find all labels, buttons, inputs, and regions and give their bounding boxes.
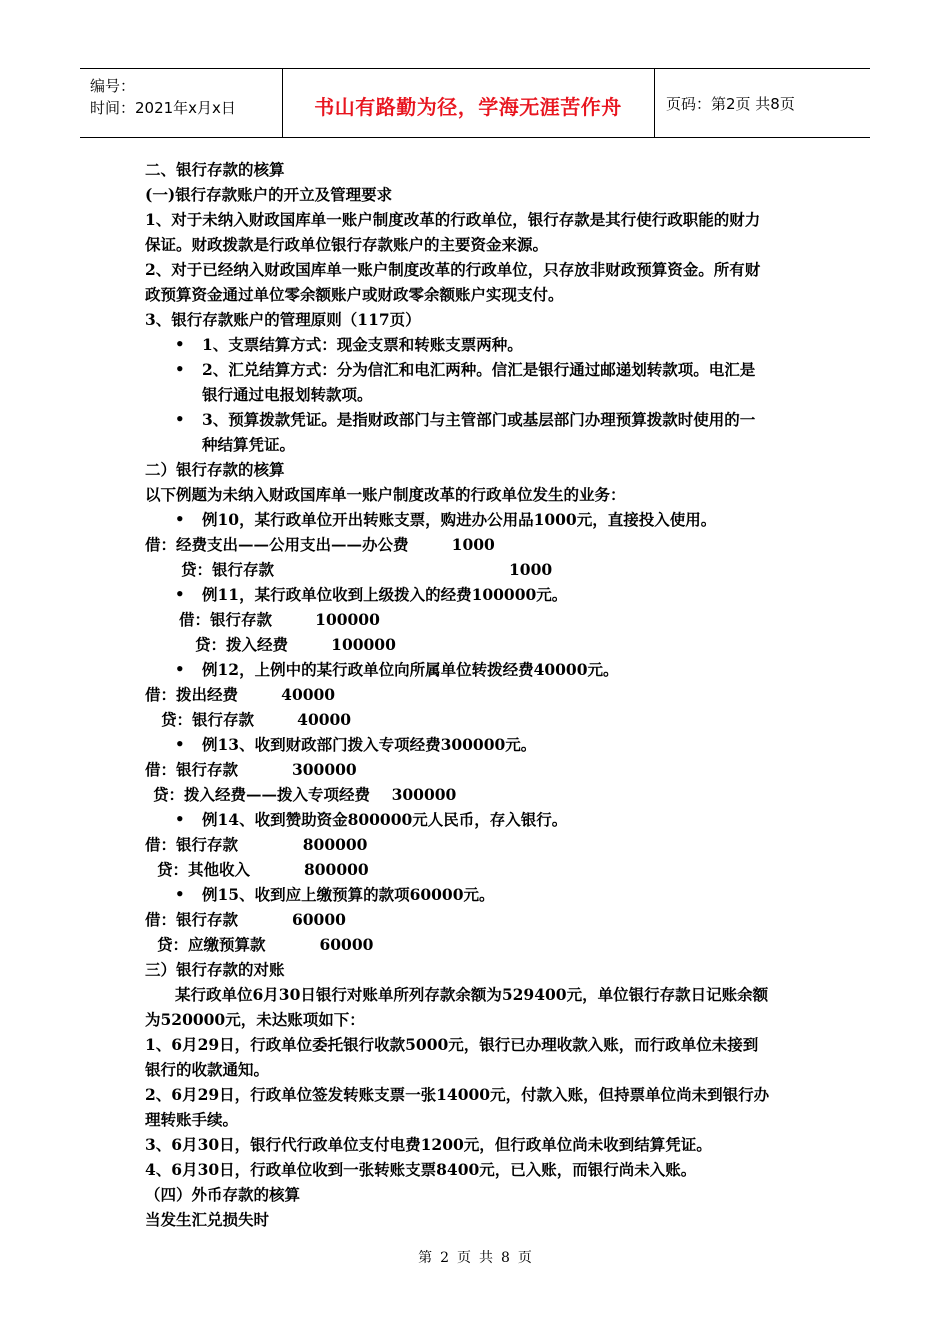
paragraph-line: 某行政单位6月30日银行对账单所列存款余额为529400元，单位银行存款日记账余额 (175, 985, 769, 1004)
subsection-heading: 二）银行存款的核算 (145, 460, 285, 479)
journal-entry-debit: 借：银行存款 100000 (179, 610, 380, 629)
journal-entry-debit: 借：银行存款 60000 (145, 910, 346, 929)
paragraph-line: 3、银行存款账户的管理原则（117页） (145, 310, 421, 329)
footer-page-number: 2 (440, 1250, 449, 1266)
journal-entry-debit: 借：银行存款 300000 (145, 760, 357, 779)
paragraph-line: 以下例题为未纳入财政国库单一账户制度改革的行政单位发生的业务： (145, 485, 626, 504)
bullet-icon: • (175, 735, 185, 753)
footer-di: 第 (418, 1250, 433, 1266)
paragraph-line: 1、6月29日，行政单位委托银行收款5000元，银行已办理收款入账，而行政单位未接到 (145, 1035, 759, 1054)
header-left-cell (80, 69, 283, 137)
journal-entry-credit: 贷：其他收入 800000 (157, 860, 369, 879)
list-item-continuation: 种结算凭证。 (202, 435, 296, 454)
bullet-icon: • (175, 360, 185, 378)
time-label: 时间：2021年x月x日 (90, 99, 236, 117)
bullet-icon: • (175, 335, 185, 353)
journal-entry-credit: 贷：拨入经费——拨入专项经费 300000 (153, 785, 457, 804)
journal-entry-credit: 贷：拨入经费 100000 (195, 635, 396, 654)
example-line: 例13、收到财政部门拨入专项经费300000元。 (202, 735, 537, 754)
paragraph-line: 为520000元，未达账项如下： (145, 1010, 365, 1029)
footer-gong: 共 (479, 1250, 493, 1266)
footer-ye: 页 (457, 1250, 471, 1266)
list-item: 2、汇兑结算方式：分为信汇和电汇两种。信汇是银行通过邮递划转款项。电汇是 (202, 360, 756, 379)
paragraph-line: 银行的收款通知。 (145, 1060, 270, 1079)
subsection-heading: (一)银行存款账户的开立及管理要求 (145, 185, 393, 204)
page-label: 页码：第2页 共8页 (666, 95, 795, 113)
example-line: 例10，某行政单位开出转账支票，购进办公用品1000元，直接投入使用。 (202, 510, 717, 529)
journal-entry-debit: 借：经费支出——公用支出——办公费 1000 (145, 535, 495, 554)
page-header (80, 68, 870, 138)
bullet-icon: • (175, 660, 185, 678)
section-heading: 二、银行存款的核算 (145, 160, 285, 179)
number-label: 编号： (90, 77, 136, 95)
paragraph-line: 保证。财政拨款是行政单位银行存款账户的主要资金来源。 (145, 235, 549, 254)
paragraph-line: 2、6月29日，行政单位签发转账支票一张14000元，付款入账，但持票单位尚未到银行办 (145, 1085, 770, 1104)
example-line: 例11，某行政单位收到上级拨入的经费100000元。 (202, 585, 568, 604)
journal-entry-credit: 贷：银行存款 40000 (161, 710, 352, 729)
bullet-icon: • (175, 810, 185, 828)
bullet-icon: • (175, 885, 185, 903)
example-line: 例15、收到应上缴预算的款项60000元。 (202, 885, 495, 904)
page-footer (0, 1247, 950, 1267)
header-right-cell (654, 69, 870, 137)
paragraph-line: 政预算资金通过单位零余额账户或财政零余额账户实现支付。 (145, 285, 564, 304)
paragraph-line: 4、6月30日，行政单位收到一张转账支票8400元，已入账，而银行尚未入账。 (145, 1160, 697, 1179)
paragraph-line: 理转账手续。 (145, 1110, 239, 1129)
paragraph-line: 1、对于未纳入财政国库单一账户制度改革的行政单位，银行存款是其行使行政职能的财力 (145, 210, 761, 229)
journal-entry-debit: 借：拨出经费 40000 (145, 685, 336, 704)
list-item: 1、支票结算方式：现金支票和转账支票两种。 (202, 335, 523, 354)
header-middle-cell (282, 69, 655, 137)
paragraph-line: 3、6月30日，银行代行政单位支付电费1200元，但行政单位尚未收到结算凭证。 (145, 1135, 712, 1154)
example-line: 例12，上例中的某行政单位向所属单位转拨经费40000元。 (202, 660, 619, 679)
footer-ye: 页 (517, 1250, 532, 1266)
journal-entry-amount: 1000 (509, 560, 553, 579)
bullet-icon: • (175, 585, 185, 603)
list-item-continuation: 银行通过电报划转款项。 (202, 385, 373, 404)
journal-entry-credit: 贷：应缴预算款 60000 (157, 935, 374, 954)
motto: 书山有路勤为径，学海无涯苦作舟 (314, 95, 622, 119)
example-line: 例14、收到赞助资金800000元人民币，存入银行。 (202, 810, 568, 829)
bullet-icon: • (175, 410, 185, 428)
subsection-heading: 三）银行存款的对账 (145, 960, 285, 979)
paragraph-line: 当发生汇兑损失时 (145, 1210, 270, 1229)
list-item: 3、预算拨款凭证。是指财政部门与主管部门或基层部门办理预算拨款时使用的一 (202, 410, 756, 429)
bullet-icon: • (175, 510, 185, 528)
footer-total-pages: 8 (501, 1250, 510, 1266)
journal-entry-credit: 贷：银行存款 (181, 560, 275, 579)
subsection-heading: （四）外币存款的核算 (145, 1185, 301, 1204)
paragraph-line: 2、对于已经纳入财政国库单一账户制度改革的行政单位，只存放非财政预算资金。所有财 (145, 260, 761, 279)
journal-entry-debit: 借：银行存款 800000 (145, 835, 368, 854)
